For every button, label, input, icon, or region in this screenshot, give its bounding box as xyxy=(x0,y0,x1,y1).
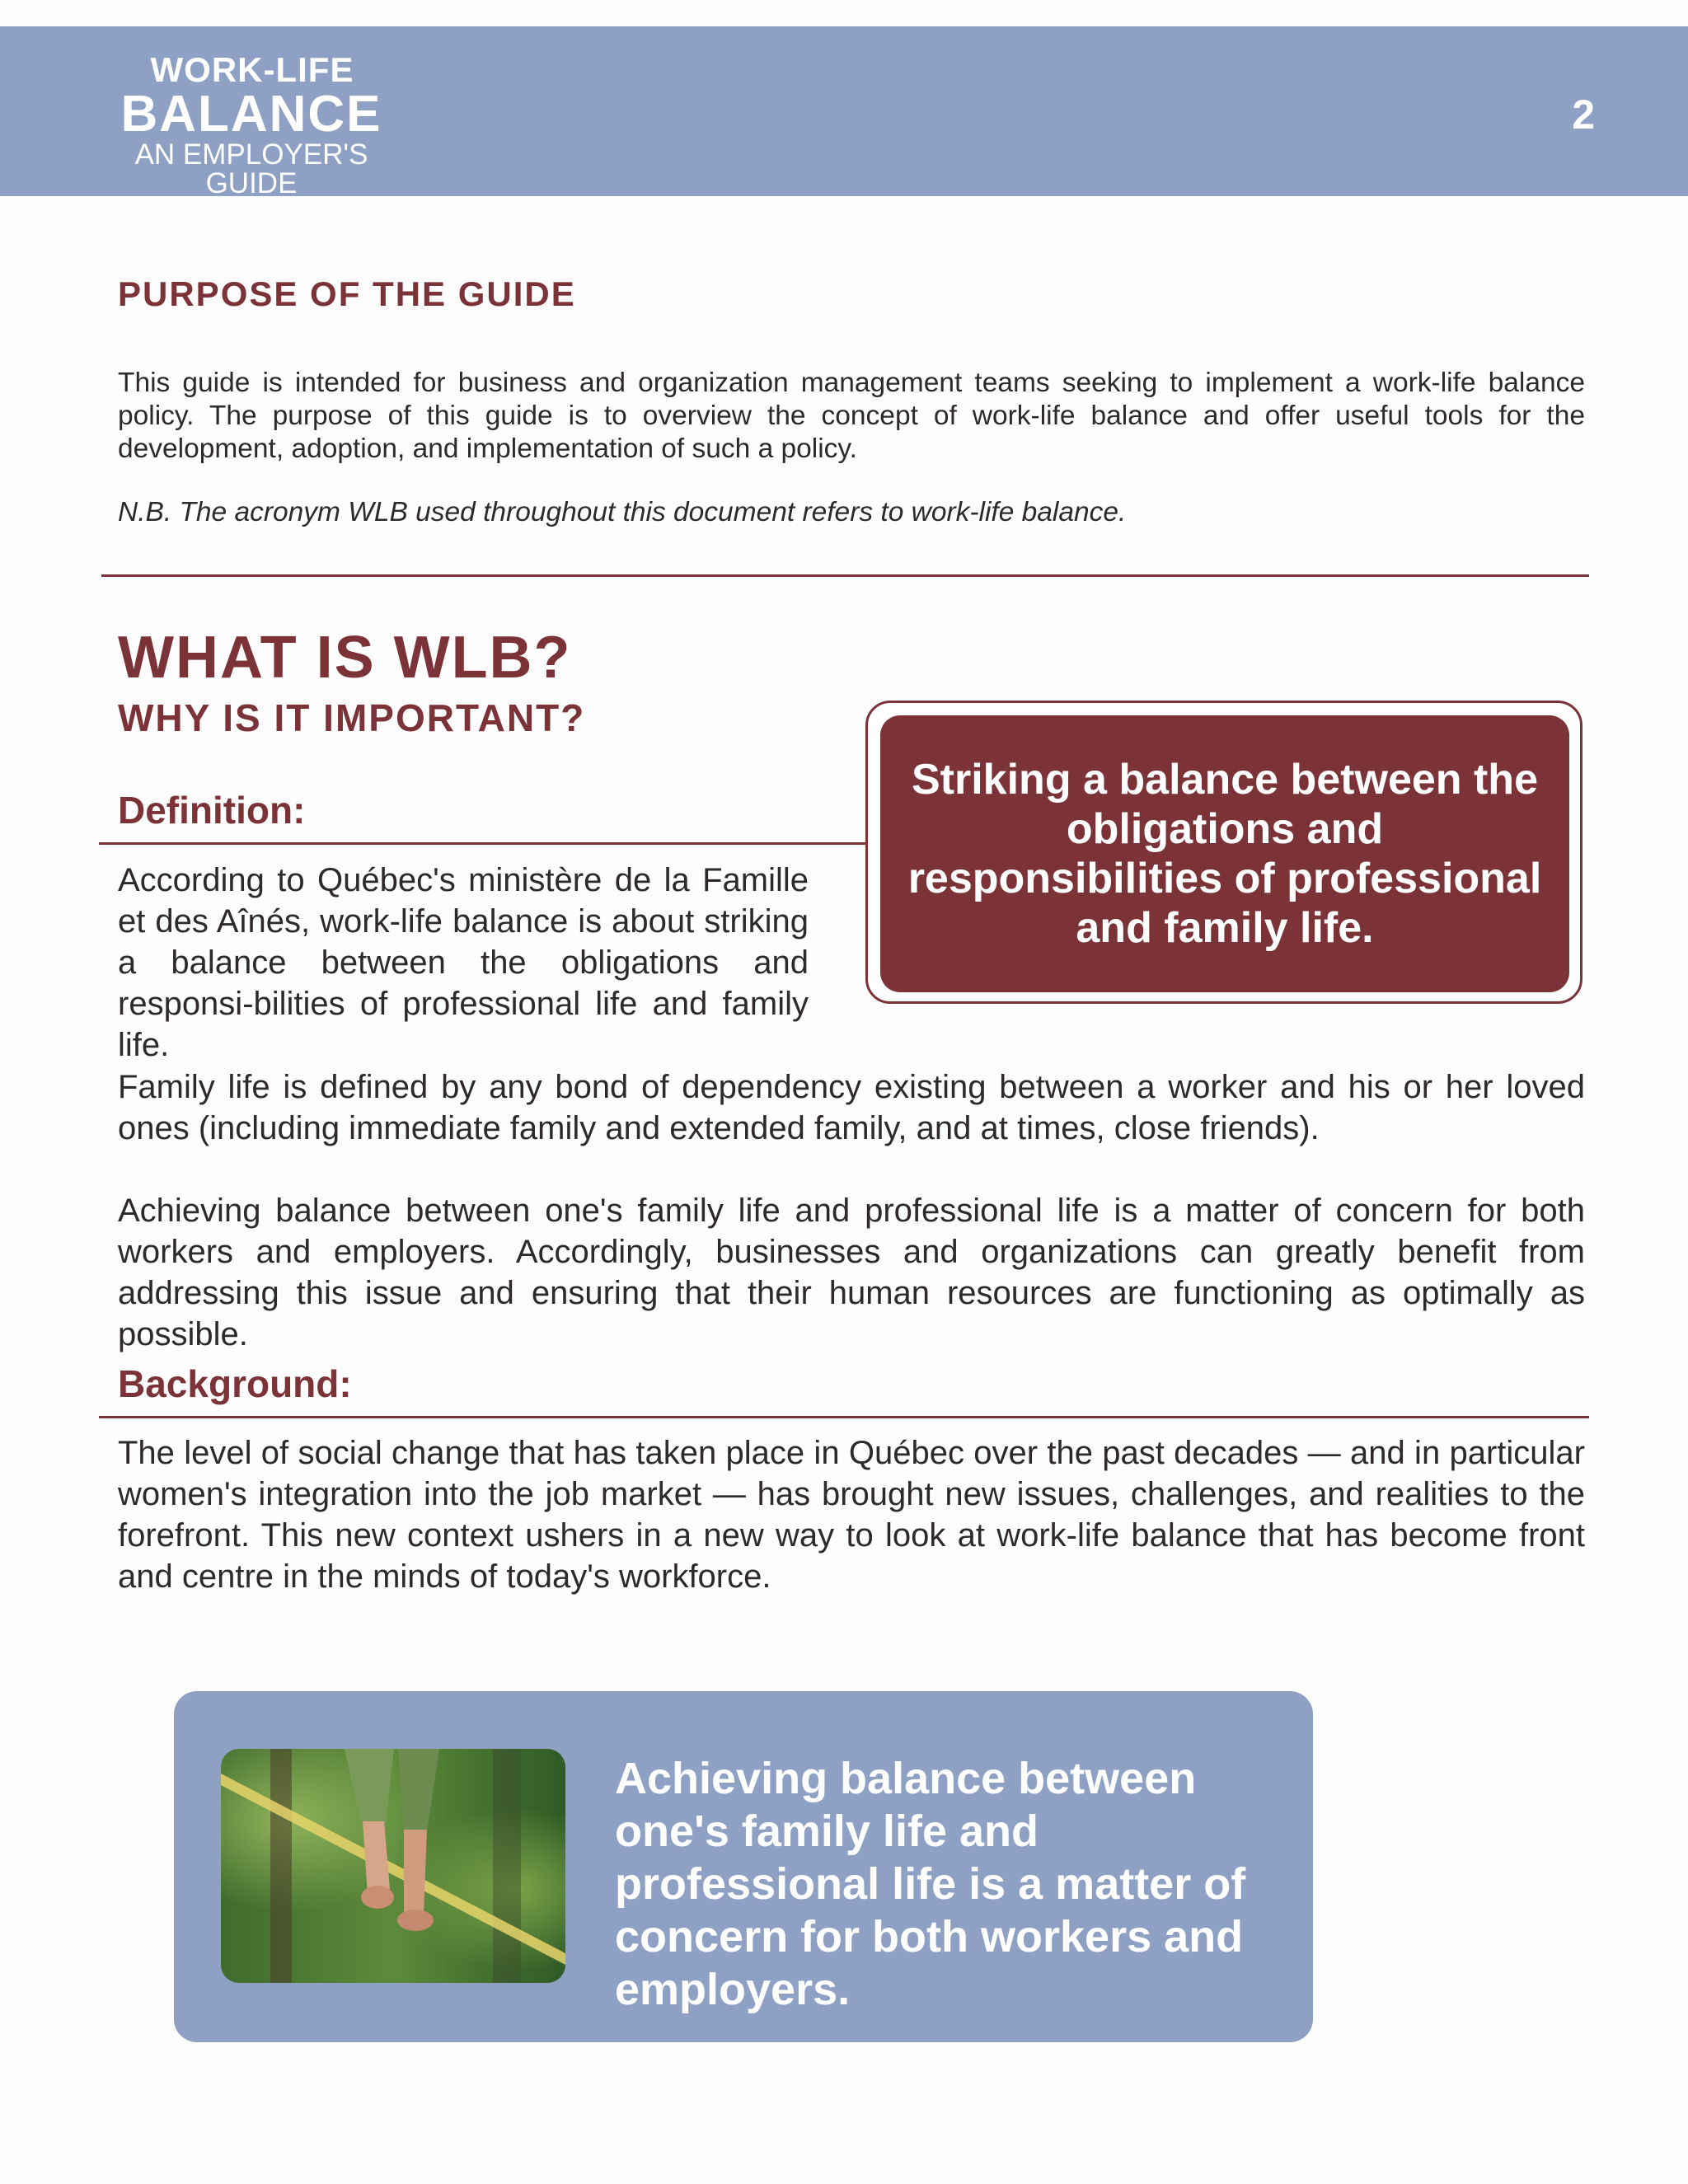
acronym-note: N.B. The acronym WLB used throughout this document refers to work-life balance. xyxy=(118,497,1127,527)
definition-text: According to Québec's ministère de la Famille et des Aînés, work-life balance is about striking a balance between the obligations and responsi-bilities of professional life and family life. xyxy=(118,862,809,1063)
family-life-paragraph: Family life is defined by any bond of dependency existing between a worker and his or her loved ones (including immediate family and extended family, and at times, close friends). xyxy=(118,1069,1585,1146)
logo-line-balance: BALANCE xyxy=(120,86,382,143)
callout-box xyxy=(880,715,1569,992)
wlb-title: WHAT IS WLB? xyxy=(118,625,572,691)
wlb-subtitle: WHY IS IT IMPORTANT? xyxy=(118,696,586,739)
background-heading: Background: xyxy=(118,1362,352,1405)
purpose-paragraph: This guide is intended for business and organization management teams seeking to implement a work-life balance policy. The purpose of this guide is to overview the concept of work-life balance and offer useful tools for the development, adoption, and implementation of such a policy. xyxy=(118,368,1585,464)
slackline-feet-photo xyxy=(221,1749,565,1983)
achieving-balance-paragraph: Achieving balance between one's family life and professional life is a matter of concern for both workers and employers. Accordingly, businesses and organizations can greatly benefit from addressing this issue and ensuring that their human resources are functioning as optimally as possible. xyxy=(118,1193,1585,1352)
definition-heading: Definition: xyxy=(118,789,306,832)
logo-line-work-life: WORK-LIFE xyxy=(150,50,354,89)
section-divider xyxy=(101,574,1589,577)
page-header xyxy=(0,26,1688,199)
definition-rule xyxy=(99,842,865,845)
background-text: The level of social change that has taken place in Québec over the past decades — and in particular women's integration into the job market — has brought new issues, challenges, and realities to the forefront. This new context ushers in a new way to look at work-life balance that has become front and centre in the minds of today's workforce. xyxy=(118,1435,1585,1595)
page-number: 2 xyxy=(1572,91,1595,138)
quote-text: Achieving balance between one's family life and professional life is a matter of concern for both workers and employers. xyxy=(615,1754,1246,2014)
logo-line-employers-guide: AN EMPLOYER'S GUIDE xyxy=(134,138,368,199)
callout-text: Striking a balance between the obligations and responsibilities of professional and family life. xyxy=(907,756,1542,952)
background-rule xyxy=(99,1416,1589,1418)
purpose-heading: PURPOSE OF THE GUIDE xyxy=(118,274,576,313)
